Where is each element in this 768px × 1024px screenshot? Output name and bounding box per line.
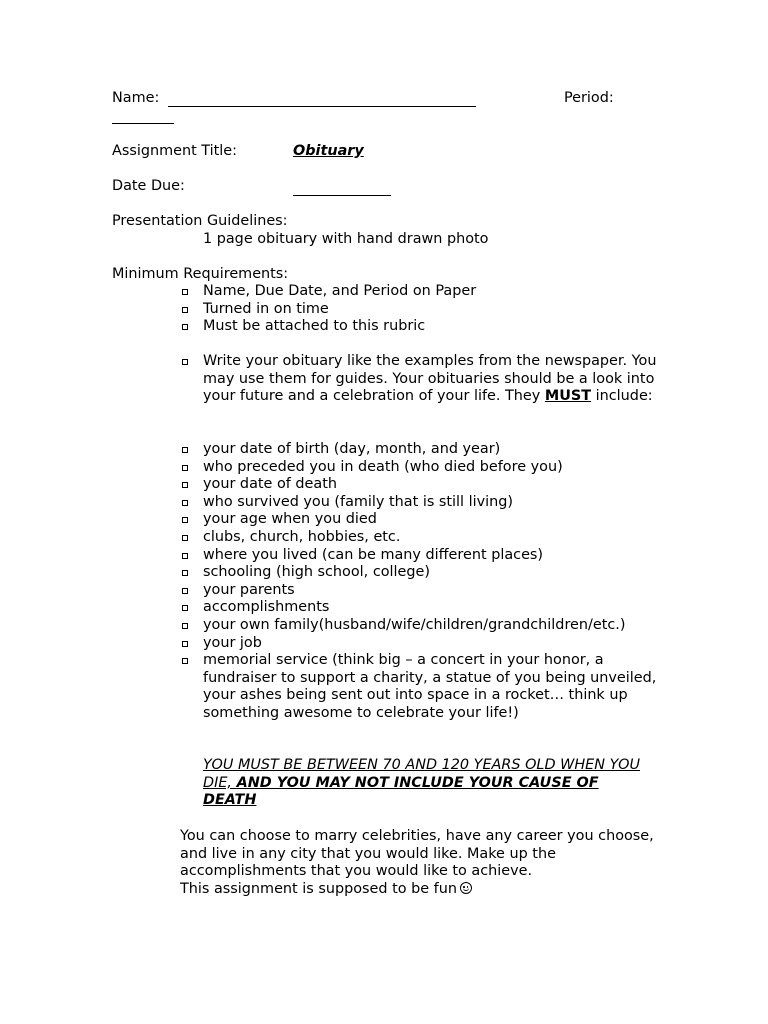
checkbox-bullet-icon	[182, 482, 188, 488]
must-emphasis: MUST	[544, 388, 592, 405]
list-item	[181, 301, 661, 319]
list-item	[181, 617, 661, 635]
list-item	[181, 635, 661, 653]
list-item	[181, 318, 661, 336]
write-instructions-outro: include:	[595, 388, 653, 405]
list-item-text: your date of birth (day, month, and year)	[203, 441, 501, 457]
checkbox-bullet-icon	[182, 623, 188, 629]
list-item	[181, 283, 661, 301]
list-item	[181, 511, 661, 529]
period-blank-line	[112, 123, 174, 124]
list-item-text: your job	[203, 634, 262, 651]
closing-fun-text: This assignment is supposed to be fun	[180, 881, 457, 897]
closing-paragraph: You can choose to marry celebrities, have any career you choose, and live in any city that you would like. Make up the accomplishments that you would like to achieve.	[180, 828, 654, 880]
checkbox-bullet-icon	[182, 447, 188, 453]
checkbox-bullet-icon	[182, 307, 188, 313]
period-label: Period:	[564, 90, 614, 106]
write-instructions-text: Write your obituary like the examples from the newspaper. You may use them for guides. Your obituaries should be a look into your future and a celebration of your life. They	[203, 353, 657, 405]
assignment-title-value: Obituary	[293, 143, 364, 159]
list-item-text: Must be attached to this rubric	[203, 318, 426, 335]
smiley-icon	[460, 882, 472, 894]
list-item	[181, 494, 661, 512]
list-item	[181, 353, 661, 406]
list-item-text: schooling (high school, college)	[203, 564, 430, 581]
presentation-guidelines-label: Presentation Guidelines:	[112, 213, 288, 229]
assignment-title-label: Assignment Title:	[112, 143, 237, 159]
checkbox-bullet-icon	[182, 553, 188, 559]
list-item-text: memorial service (think big – a concert in your honor, a fundraiser to support a charity, a statue of you being unveiled, your ashes being sent out into space in a rocket… think up something awesome to celebrate your life!)	[203, 652, 657, 721]
list-item-text: who preceded you in death (who died before you)	[203, 458, 563, 475]
name-label: Name:	[112, 90, 160, 106]
name-blank-line	[168, 106, 476, 107]
date-due-blank-line	[293, 195, 391, 196]
list-item	[181, 441, 661, 459]
checkbox-bullet-icon	[182, 500, 188, 506]
checkbox-bullet-icon	[182, 289, 188, 295]
cause-of-death-warning: AND YOU MAY NOT INCLUDE YOUR CAUSE OF DEATH	[203, 774, 599, 809]
list-item-text: Name, Due Date, and Period on Paper	[203, 283, 477, 299]
checkbox-bullet-icon	[182, 517, 188, 523]
list-item	[181, 582, 661, 600]
write-instructions-list	[181, 353, 661, 406]
list-item	[181, 564, 661, 582]
minimum-requirements-label: Minimum Requirements:	[112, 266, 289, 282]
checkbox-bullet-icon	[182, 324, 188, 330]
list-item	[181, 459, 661, 477]
obituary-items-list	[181, 441, 661, 723]
checkbox-bullet-icon	[182, 535, 188, 541]
list-item	[181, 476, 661, 494]
checkbox-bullet-icon	[182, 658, 188, 664]
list-item-text: your parents	[203, 581, 295, 598]
checkbox-bullet-icon	[182, 359, 188, 365]
age-warning-text: YOU MUST BE BETWEEN 70 AND 120 YEARS OLD WHEN YOU DIE,	[203, 757, 640, 791]
list-item-text: where you lived (can be many different places)	[203, 546, 544, 563]
list-item-text: clubs, church, hobbies, etc.	[203, 528, 401, 545]
list-item	[181, 529, 661, 547]
checkbox-bullet-icon	[182, 605, 188, 611]
presentation-guidelines-text: 1 page obituary with hand drawn photo	[203, 231, 489, 247]
closing-fun-line	[180, 881, 660, 899]
list-item	[181, 547, 661, 565]
list-item-text: Turned in on time	[203, 300, 329, 317]
checkbox-bullet-icon	[182, 588, 188, 594]
list-item	[181, 652, 661, 722]
age-warning	[203, 757, 653, 810]
checkbox-bullet-icon	[182, 465, 188, 471]
list-item	[181, 599, 661, 617]
date-due-label: Date Due:	[112, 178, 185, 194]
checkbox-bullet-icon	[182, 641, 188, 647]
list-item-text: accomplishments	[203, 599, 330, 616]
list-item-text: who survived you (family that is still living)	[203, 493, 513, 510]
list-item-text: your date of death	[203, 476, 337, 493]
list-item-text: your age when you died	[203, 511, 377, 528]
checkbox-bullet-icon	[182, 570, 188, 576]
basic-requirements-list	[181, 283, 661, 336]
list-item-text: your own family(husband/wife/children/grandchildren/etc.)	[203, 616, 626, 633]
